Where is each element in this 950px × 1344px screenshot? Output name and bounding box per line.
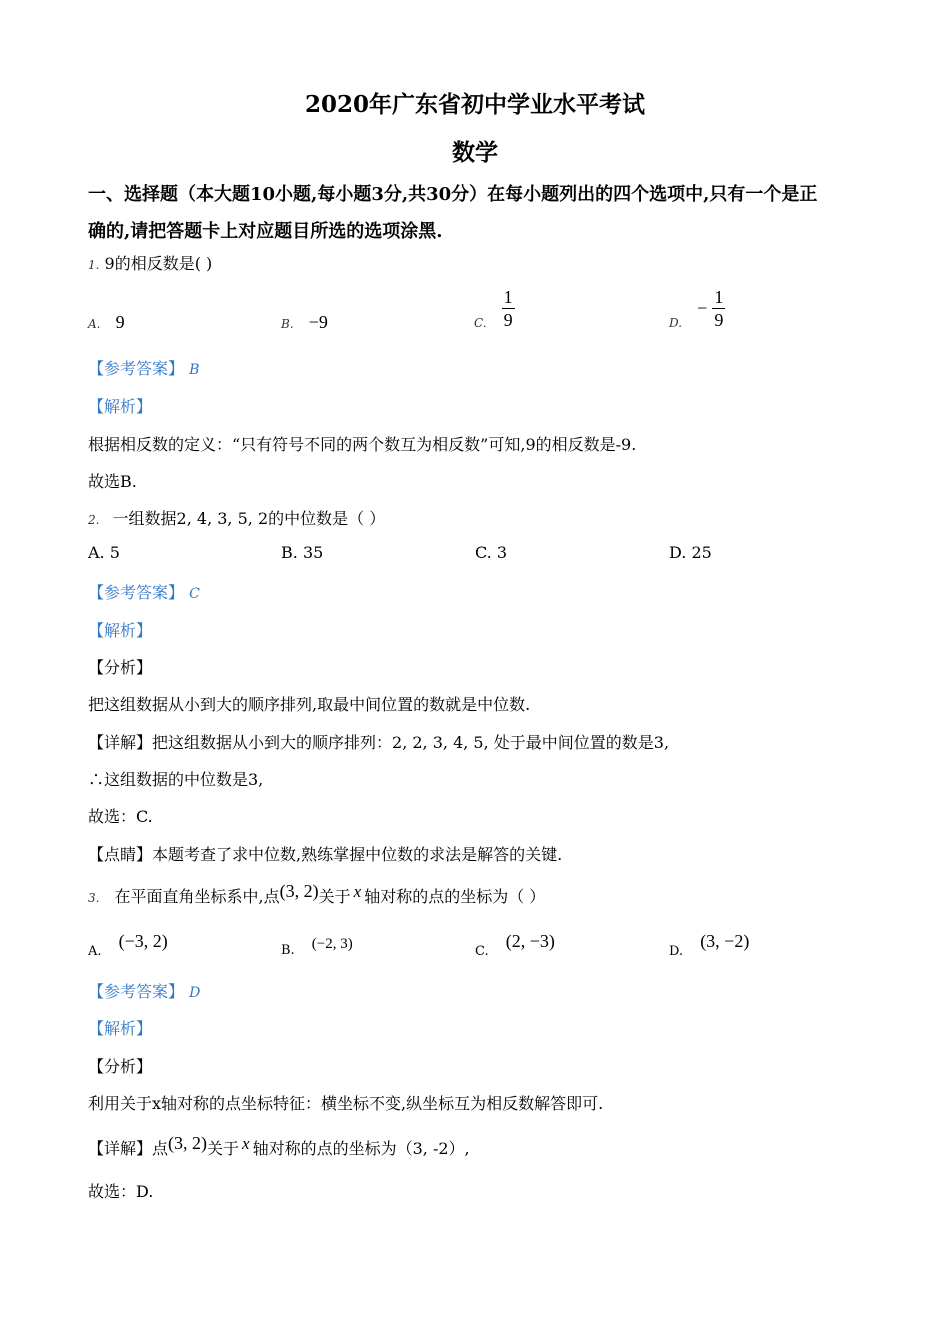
option-b <box>281 933 353 958</box>
option-label: A. <box>88 944 102 959</box>
fenxi-label: 【分析】 <box>88 658 153 677</box>
option-value: (3, −2) <box>700 931 750 951</box>
option-value: (−2, 3) <box>311 936 353 952</box>
answer-line <box>88 356 199 379</box>
question-stem: 一组数据2, 4, 3, 5, 2的中位数是（ ） <box>112 509 386 528</box>
detail-text-pre: 点 <box>152 1139 169 1158</box>
conclusion: 故选：C. <box>88 807 153 826</box>
option-value: −9 <box>308 312 328 332</box>
fraction-numerator: 1 <box>503 287 513 307</box>
question-stem-post: 轴对称的点的坐标为（ ） <box>364 887 546 906</box>
question-number: 1. <box>88 258 100 272</box>
jiexi-label: 【解析】 <box>88 621 153 640</box>
option-a <box>88 543 120 562</box>
option-label: D. <box>669 543 687 562</box>
option-c <box>474 286 515 331</box>
section-header-line2: 确的,请把答题卡上对应题目所选的选项涂黑. <box>88 221 443 242</box>
option-a <box>88 931 168 959</box>
question-2 <box>88 506 385 529</box>
option-label: B. <box>281 543 298 562</box>
option-value: 35 <box>302 543 324 562</box>
detail-label: 【详解】 <box>88 1139 153 1158</box>
question-1 <box>88 251 212 274</box>
answer-label: 【参考答案】 <box>88 583 185 602</box>
option-d <box>669 543 712 562</box>
option-value: (−3, 2) <box>118 931 168 951</box>
question-stem-pre: 在平面直角坐标系中,点 <box>114 887 280 906</box>
option-fraction <box>712 286 725 331</box>
conclusion: 故选：D. <box>88 1182 154 1201</box>
option-label: D. <box>669 316 683 330</box>
comment-text: 本题考查了求中位数,熟练掌握中位数的求法是解答的关键. <box>152 845 563 864</box>
therefore-line: ∴这组数据的中位数是3, <box>88 770 264 789</box>
question-stem: 9的相反数是( ) <box>104 254 213 273</box>
option-label: B. <box>281 943 295 958</box>
page-title: 2020年广东省初中学业水平考试 <box>304 91 645 118</box>
comment-line <box>88 842 562 865</box>
option-b <box>281 312 328 333</box>
explanation: 根据相反数的定义：“只有符号不同的两个数互为相反数”可知,9的相反数是-9. <box>88 435 637 454</box>
axis-variable: x <box>242 1134 250 1153</box>
option-value: 3 <box>496 543 508 562</box>
question-number: 2. <box>88 513 100 527</box>
option-d <box>669 286 725 331</box>
question-number: 3. <box>88 891 100 905</box>
fraction-numerator: 1 <box>714 287 724 307</box>
option-label: D. <box>669 944 684 959</box>
option-value: 25 <box>691 543 712 562</box>
answer-value: D <box>189 985 201 1001</box>
subject-title: 数学 <box>452 139 498 166</box>
option-label: A. <box>88 317 101 331</box>
answer-label: 【参考答案】 <box>88 982 185 1001</box>
detail-text-post: 轴对称的点的坐标为（3, -2）, <box>252 1139 470 1158</box>
fenxi-label: 【分析】 <box>88 1057 153 1076</box>
point-coordinate: (3, 2) <box>279 881 319 901</box>
detail-line <box>88 730 669 753</box>
option-a <box>88 312 125 333</box>
detail-text-mid: 关于 <box>207 1139 240 1158</box>
option-value: 5 <box>109 543 120 562</box>
detail-label: 【详解】 <box>88 733 153 752</box>
analysis: 利用关于x轴对称的点坐标特征：横坐标不变,纵坐标互为相反数解答即可. <box>88 1094 604 1113</box>
answer-value: C <box>189 586 200 602</box>
point-coordinate: (3, 2) <box>168 1133 208 1153</box>
detail-text: 把这组数据从小到大的顺序排列：2, 2, 3, 4, 5, 处于最中间位置的数是3, <box>152 733 670 752</box>
answer-line <box>88 580 200 603</box>
axis-variable: x <box>353 882 362 901</box>
jiexi-label: 【解析】 <box>88 1019 153 1038</box>
question-stem-mid: 关于 <box>318 887 351 906</box>
option-b <box>281 543 323 562</box>
option-c <box>475 931 555 959</box>
option-label: A. <box>88 543 105 562</box>
fraction-sign: − <box>697 298 708 318</box>
option-label: C. <box>475 543 492 562</box>
comment-label: 【点睛】 <box>88 845 153 864</box>
answer-value: B <box>189 362 200 378</box>
option-label: C. <box>474 316 487 330</box>
option-value: (2, −3) <box>505 931 555 951</box>
detail-line <box>88 1133 470 1159</box>
option-c <box>475 543 507 562</box>
fraction-denominator: 9 <box>714 310 724 330</box>
option-value: 9 <box>115 312 125 332</box>
answer-label: 【参考答案】 <box>88 359 185 378</box>
answer-line <box>88 979 200 1002</box>
jiexi-label: 【解析】 <box>88 397 153 416</box>
fraction-denominator: 9 <box>503 310 513 330</box>
section-header-line1: 一、选择题（本大题10小题,每小题3分,共30分）在每小题列出的四个选项中,只有一个是正 <box>88 184 818 205</box>
conclusion: 故选B. <box>88 472 137 491</box>
question-3 <box>88 881 546 907</box>
analysis: 把这组数据从小到大的顺序排列,取最中间位置的数就是中位数. <box>88 695 531 714</box>
option-label: B. <box>281 317 294 331</box>
option-fraction <box>502 286 515 331</box>
option-label: C. <box>475 944 489 959</box>
option-d <box>669 931 750 959</box>
